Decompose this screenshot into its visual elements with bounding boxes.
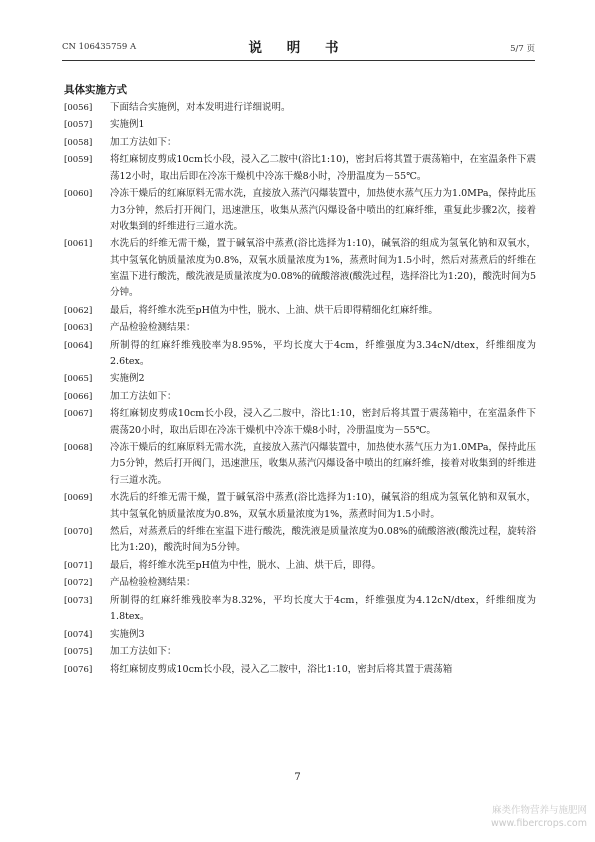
paragraph	[64, 389, 536, 405]
watermark	[491, 804, 587, 830]
paragraph	[64, 371, 536, 387]
paragraph-text: 产品检验检测结果：	[110, 322, 196, 334]
watermark-line-1: 麻类作物营养与施肥网	[491, 805, 587, 816]
paragraph-text: 水洗后的纤维无需干燥，置于碱氧浴中蒸煮(浴比选择为1:10)，碱氧浴的组成为氢氧化钠和双氧水，其中氢氧化钠质量浓度为0.8%，双氧水质量浓度为1%，蒸煮时间为1.5小时，然后对蒸煮后的纤维在室温下进行酸洗，酸洗液是质量浓度为0.08%的硫酸溶液(酸洗过程，选择浴比为1:20)，酸洗时间为5分钟。	[110, 238, 536, 299]
paragraph-text: 将红麻韧皮剪成10cm长小段，浸入乙二胺中，浴比1:10，密封后将其置于震荡箱中，在室温条件下震荡20小时，取出后即在冷冻干燥机中冷冻干燥8小时，冷册温度为－55℃。	[110, 408, 536, 436]
paragraph-number: [0073]	[64, 595, 93, 606]
paragraph-number: [0060]	[64, 189, 93, 200]
paragraph-number: [0062]	[64, 305, 93, 316]
paragraph	[64, 152, 536, 185]
paragraph	[64, 320, 536, 336]
paragraph-number: [0075]	[64, 647, 93, 658]
paragraph-text: 实施例1	[110, 119, 145, 131]
paragraph	[64, 575, 536, 591]
paragraph-text: 实施例2	[110, 373, 145, 385]
paragraph-number: [0058]	[64, 137, 93, 148]
section-heading: 具体实施方式	[64, 84, 127, 96]
paragraph-text: 所制得的红麻纤维残胶率为8.95%，平均长度大于4cm，纤维强度为3.34cN/dtex，纤维细度为2.6tex。	[110, 339, 536, 367]
document-title: 说 明 书	[248, 40, 349, 56]
paragraph-number: [0071]	[64, 560, 93, 571]
paragraph-number: [0063]	[64, 323, 93, 334]
patent-number: CN 106435759 A	[62, 42, 137, 52]
paragraph-text: 冷冻干燥后的红麻原料无需水洗，直接放入蒸汽闪爆装置中，加热使水蒸气压力为1.0MPa，保持此压力3分钟，然后打开阀门，迅速泄压，收集从蒸汽闪爆设备中喷出的红麻纤维，重复此步骤2次，接着对收集到的纤维进行三道水洗。	[110, 188, 536, 232]
paragraph	[64, 303, 536, 319]
paragraph	[64, 338, 536, 371]
paragraph	[64, 644, 536, 660]
paragraph-number: [0067]	[64, 409, 93, 420]
paragraph-number: [0065]	[64, 374, 93, 385]
paragraph-text: 将红麻韧皮剪成10cm长小段，浸入乙二胺中，浴比1:10，密封后将其置于震荡箱	[110, 663, 453, 675]
paragraph-number: [0074]	[64, 629, 93, 640]
watermark-line-2: www.fibercrops.com	[490, 818, 587, 829]
paragraph-text: 将红麻韧皮剪成10cm长小段，浸入乙二胺中(浴比1:10)，密封后将其置于震荡箱中，在室温条件下震荡12小时，取出后即在冷冻干燥机中冷冻干燥8小时，冷册温度为－55℃。	[110, 154, 536, 182]
paragraph-text: 加工方法如下：	[110, 646, 177, 658]
paragraph	[64, 236, 536, 301]
paragraph-text: 产品检验检测结果：	[110, 577, 196, 589]
paragraph	[64, 490, 536, 523]
paragraph-text: 加工方法如下：	[110, 136, 177, 148]
paragraph-number: [0069]	[64, 493, 93, 504]
paragraph	[64, 593, 536, 626]
paragraph-text: 所制得的红麻纤维残胶率为8.32%，平均长度大于4cm，纤维强度为4.12cN/dtex，纤维细度为1.8tex。	[110, 594, 536, 623]
paragraph-number: [0057]	[64, 120, 93, 131]
page-number: 7	[294, 772, 301, 783]
paragraph	[64, 524, 536, 557]
paragraph-number: [0064]	[64, 340, 93, 351]
paragraph	[64, 100, 536, 116]
paragraph-number: [0070]	[64, 527, 93, 538]
paragraph-text: 最后，将纤维水洗至pH值为中性，脱水、上油、烘干后，即得。	[110, 559, 381, 571]
paragraph-number: [0056]	[64, 103, 93, 113]
page-header	[62, 38, 535, 61]
paragraph-number: [0072]	[64, 578, 93, 589]
paragraph-text: 加工方法如下：	[110, 390, 177, 402]
paragraph-number: [0061]	[64, 239, 93, 250]
paragraph-text: 实施例3	[110, 628, 145, 640]
paragraph-text: 水洗后的纤维无需干燥，置于碱氧浴中蒸煮(浴比选择为1:10)，碱氧浴的组成为氢氧化钠和双氧水，其中氢氧化钠质量浓度为0.8%，双氧水质量浓度为1%，蒸煮时间为1.5小时。	[110, 492, 536, 520]
document-body	[64, 82, 536, 679]
paragraph-text: 最后，将纤维水洗至pH值为中性，脱水、上油、烘干后即得精细化红麻纤维。	[110, 304, 438, 316]
paragraph-number: [0076]	[64, 664, 93, 675]
paragraph-number: [0059]	[64, 155, 93, 166]
page-info: 5/7 页	[510, 44, 535, 54]
paragraph	[64, 406, 536, 439]
paragraph-text: 然后，对蒸煮后的纤维在室温下进行酸洗，酸洗液是质量浓度为0.08%的硫酸溶液(酸洗过程，旋转浴比为1:20)，酸洗时间为5分钟。	[110, 526, 536, 554]
paragraph-number: [0066]	[64, 391, 93, 402]
paragraph	[64, 440, 536, 489]
paragraph	[64, 558, 536, 574]
paragraph-list	[64, 100, 536, 678]
paragraph	[64, 662, 536, 678]
paragraph	[64, 186, 536, 235]
paragraph-text: 下面结合实施例，对本发明进行详细说明。	[110, 102, 291, 113]
paragraph	[64, 627, 536, 643]
paragraph-number: [0068]	[64, 443, 93, 454]
paragraph	[64, 135, 536, 151]
paragraph	[64, 117, 536, 133]
paragraph-text: 冷冻干燥后的红麻原料无需水洗，直接放入蒸汽闪爆装置中，加热使水蒸气压力为1.0MPa，保持此压力5分钟，然后打开阀门，迅速泄压，收集从蒸汽闪爆设备中喷出的红麻纤维，接着对收集到的纤维进行三道水洗。	[110, 442, 536, 486]
